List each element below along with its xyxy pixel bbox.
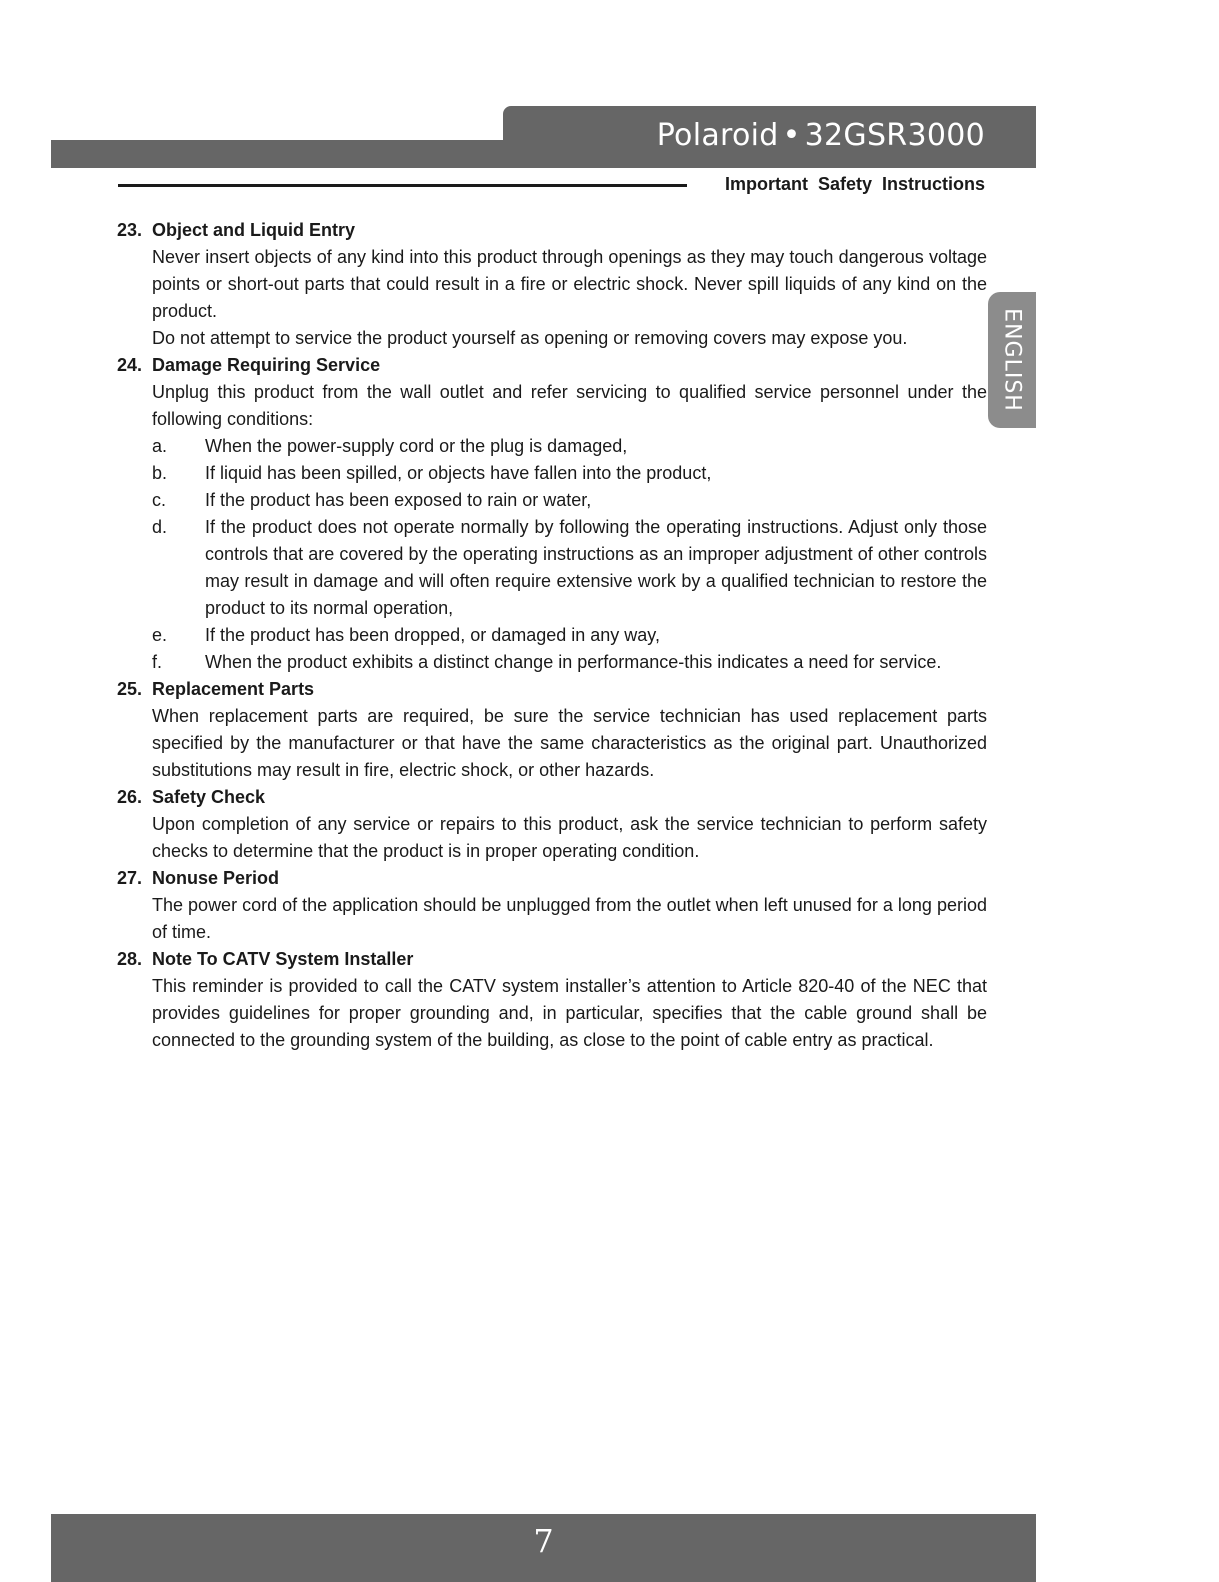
header-rule bbox=[118, 184, 687, 187]
sub-item bbox=[152, 622, 987, 649]
item-title: Damage Requiring Service bbox=[152, 355, 381, 375]
item-paragraph: When replacement parts are required, be sure the service technician has used replacement parts specified by the manufacturer or that have the same characteristics as the original part. Unauthorized substitutions may result in fire, electric shock, or other hazards. bbox=[152, 706, 987, 780]
footer-band bbox=[51, 1514, 1036, 1582]
model-number: 32GSR3000 bbox=[804, 118, 985, 153]
item-paragraph: Unplug this product from the wall outlet and refer servicing to qualified service personnel under the following conditions: bbox=[152, 382, 987, 429]
item-paragraph: Never insert objects of any kind into this product through openings as they may touch dangerous voltage points or short-out parts that could result in a fire or electric shock. Never spill liquids of any kind on the product. bbox=[152, 247, 987, 321]
instruction-item bbox=[117, 352, 987, 676]
sub-item-letter: d. bbox=[152, 517, 168, 537]
sub-item-letter: e. bbox=[152, 625, 168, 645]
sub-item bbox=[152, 514, 987, 622]
brand-name: Polaroid bbox=[656, 118, 779, 153]
item-paragraph: Do not attempt to service the product yourself as opening or removing covers may expose you. bbox=[152, 328, 908, 348]
sub-item-letter: b. bbox=[152, 463, 168, 483]
item-title: Safety Check bbox=[152, 787, 266, 807]
sub-item bbox=[152, 433, 987, 460]
sub-item-text: If liquid has been spilled, or objects have fallen into the product, bbox=[205, 463, 712, 483]
item-number: 28. bbox=[117, 949, 143, 969]
item-title: Nonuse Period bbox=[152, 868, 280, 888]
section-title: Important Safety Instructions bbox=[724, 174, 985, 194]
item-number: 23. bbox=[117, 220, 143, 240]
sub-item bbox=[152, 460, 987, 487]
sub-item-letter: f. bbox=[152, 652, 163, 672]
sub-item bbox=[152, 487, 987, 514]
sub-item bbox=[152, 649, 987, 676]
sub-item-text: When the product exhibits a distinct change in performance-this indicates a need for service. bbox=[205, 652, 942, 672]
item-paragraph: The power cord of the application should be unplugged from the outlet when left unused for a long period of time. bbox=[152, 895, 987, 942]
sub-item-text: If the product does not operate normally by following the operating instructions. Adjust only those controls that are covered by the operating instructions as an improper adjustment of other controls may result in damage and will often require extensive work by a qualified technician to restore the product to its normal operation, bbox=[205, 517, 987, 618]
instruction-item bbox=[117, 784, 987, 865]
sub-item-letter: c. bbox=[152, 490, 167, 510]
brand-title bbox=[657, 113, 985, 159]
item-number: 24. bbox=[117, 355, 143, 375]
brand-separator: • bbox=[782, 118, 801, 153]
item-paragraph: Upon completion of any service or repairs to this product, ask the service technician to perform safety checks to determine that the product is in proper operating condition. bbox=[152, 814, 987, 861]
item-title: Note To CATV System Installer bbox=[152, 949, 414, 969]
sub-item-text: When the power-supply cord or the plug is damaged, bbox=[205, 436, 628, 456]
sub-item-text: If the product has been dropped, or damaged in any way, bbox=[205, 625, 660, 645]
item-number: 25. bbox=[117, 679, 143, 699]
item-number: 27. bbox=[117, 868, 143, 888]
language-tab-label: ENGLISH bbox=[999, 308, 1025, 412]
instructions-list bbox=[117, 217, 987, 1054]
instruction-item bbox=[117, 676, 987, 784]
instruction-item bbox=[117, 946, 987, 1054]
item-title: Object and Liquid Entry bbox=[152, 220, 356, 240]
header-notch bbox=[51, 124, 503, 140]
instruction-item bbox=[117, 865, 987, 946]
item-paragraph: This reminder is provided to call the CATV system installer’s attention to Article 820-40 of the NEC that provides guidelines for proper grounding and, in particular, specifies that the cable ground shall be connected to the grounding system of the building, as close to the point of cable entry as practical. bbox=[152, 976, 987, 1050]
item-number: 26. bbox=[117, 787, 143, 807]
page-number: 7 bbox=[533, 1522, 554, 1560]
sub-item-letter: a. bbox=[152, 436, 168, 456]
instruction-item bbox=[117, 217, 987, 352]
language-tab bbox=[988, 292, 1036, 428]
sub-item-text: If the product has been exposed to rain or water, bbox=[205, 490, 592, 510]
item-title: Replacement Parts bbox=[152, 679, 315, 699]
